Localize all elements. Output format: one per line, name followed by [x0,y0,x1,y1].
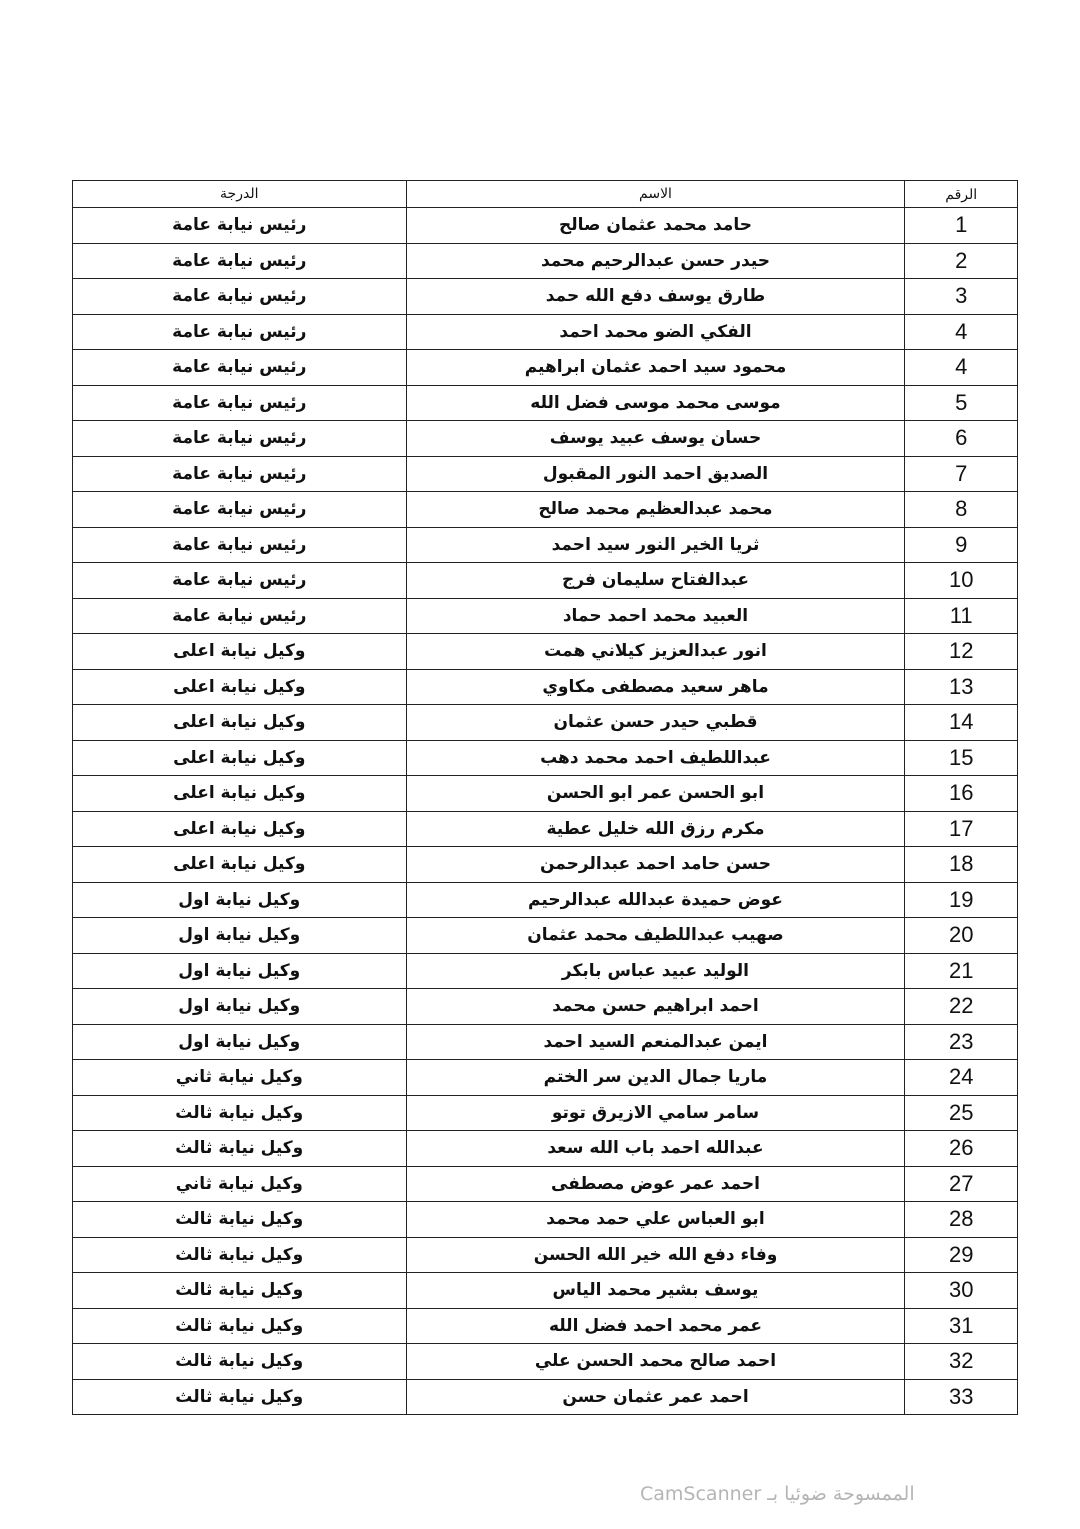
cell-name: عبداللطيف احمد محمد دهب [406,740,905,776]
cell-number: 21 [905,953,1018,989]
cell-grade: رئيس نيابة عامة [73,208,407,244]
header-number: الرقم [905,181,1018,208]
cell-number: 31 [905,1308,1018,1344]
cell-name: حيدر حسن عبدالرحيم محمد [406,243,905,279]
cell-grade: وكيل نيابة ثالث [73,1237,407,1273]
header-grade: الدرجة [73,181,407,208]
cell-number: 3 [905,279,1018,315]
cell-number: 2 [905,243,1018,279]
cell-grade: وكيل نيابة ثالث [73,1308,407,1344]
table-row [73,527,1018,563]
cell-name: احمد صالح محمد الحسن علي [406,1344,905,1380]
table-row [73,882,1018,918]
cell-name: مكرم رزق الله خليل عطية [406,811,905,847]
table-row [73,953,1018,989]
cell-name: حامد محمد عثمان صالح [406,208,905,244]
cell-number: 30 [905,1273,1018,1309]
table-row [73,1095,1018,1131]
cell-number: 11 [905,598,1018,634]
cell-name: حسان يوسف عبيد يوسف [406,421,905,457]
cell-grade: رئيس نيابة عامة [73,456,407,492]
cell-number: 7 [905,456,1018,492]
cell-name: احمد ابراهيم حسن محمد [406,989,905,1025]
table-row [73,1308,1018,1344]
cell-grade: رئيس نيابة عامة [73,350,407,386]
cell-grade: وكيل نيابة اول [73,989,407,1025]
cell-grade: وكيل نيابة اول [73,953,407,989]
cell-number: 4 [905,350,1018,386]
cell-grade: وكيل نيابة ثالث [73,1379,407,1415]
cell-grade: وكيل نيابة ثاني [73,1166,407,1202]
table-row [73,350,1018,386]
cell-grade: رئيس نيابة عامة [73,279,407,315]
personnel-table [72,180,1018,1415]
cell-name: وفاء دفع الله خير الله الحسن [406,1237,905,1273]
table-row [73,989,1018,1025]
camscanner-watermark: الممسوحة ضوئيا بـ CamScanner [640,1483,915,1505]
cell-grade: وكيل نيابة ثالث [73,1131,407,1167]
cell-name: احمد عمر عثمان حسن [406,1379,905,1415]
cell-number: 12 [905,634,1018,670]
table-row [73,385,1018,421]
cell-grade: وكيل نيابة اعلى [73,811,407,847]
cell-grade: رئيس نيابة عامة [73,314,407,350]
cell-number: 25 [905,1095,1018,1131]
table-row [73,421,1018,457]
table-row [73,598,1018,634]
cell-grade: رئيس نيابة عامة [73,385,407,421]
table-row [73,634,1018,670]
cell-number: 20 [905,918,1018,954]
table-row [73,1273,1018,1309]
cell-name: يوسف بشير محمد الياس [406,1273,905,1309]
cell-grade: وكيل نيابة ثالث [73,1273,407,1309]
table-row [73,456,1018,492]
cell-name: ثريا الخير النور سيد احمد [406,527,905,563]
cell-number: 13 [905,669,1018,705]
cell-name: عبدالله احمد باب الله سعد [406,1131,905,1167]
cell-grade: وكيل نيابة اعلى [73,669,407,705]
cell-name: محمد عبدالعظيم محمد صالح [406,492,905,528]
cell-name: الصديق احمد النور المقبول [406,456,905,492]
table-row [73,847,1018,883]
cell-name: ابو العباس علي حمد محمد [406,1202,905,1238]
cell-name: الوليد عبيد عباس بابكر [406,953,905,989]
cell-number: 17 [905,811,1018,847]
table-row [73,811,1018,847]
cell-name: العبيد محمد احمد حماد [406,598,905,634]
cell-name: انور عبدالعزيز كيلاني همت [406,634,905,670]
cell-grade: وكيل نيابة اعلى [73,776,407,812]
cell-grade: رئيس نيابة عامة [73,598,407,634]
cell-number: 29 [905,1237,1018,1273]
cell-grade: وكيل نيابة اعلى [73,705,407,741]
cell-name: حسن حامد احمد عبدالرحمن [406,847,905,883]
cell-number: 19 [905,882,1018,918]
cell-number: 16 [905,776,1018,812]
table-row [73,1379,1018,1415]
cell-number: 15 [905,740,1018,776]
table-row [73,1202,1018,1238]
table-row [73,918,1018,954]
table-row [73,1060,1018,1096]
cell-name: سامر سامي الازيرق توتو [406,1095,905,1131]
table-row [73,243,1018,279]
header-name: الاسم [406,181,905,208]
cell-number: 6 [905,421,1018,457]
cell-name: عمر محمد احمد فضل الله [406,1308,905,1344]
cell-number: 5 [905,385,1018,421]
table-row [73,669,1018,705]
cell-name: الفكي الضو محمد احمد [406,314,905,350]
cell-name: صهيب عبداللطيف محمد عثمان [406,918,905,954]
cell-name: محمود سيد احمد عثمان ابراهيم [406,350,905,386]
table-row [73,492,1018,528]
cell-name: عبدالفتاح سليمان فرج [406,563,905,599]
cell-grade: رئيس نيابة عامة [73,243,407,279]
cell-name: احمد عمر عوض مصطفى [406,1166,905,1202]
cell-grade: رئيس نيابة عامة [73,563,407,599]
cell-number: 26 [905,1131,1018,1167]
cell-number: 23 [905,1024,1018,1060]
table-row [73,1344,1018,1380]
table-row [73,1237,1018,1273]
cell-name: ماريا جمال الدين سر الختم [406,1060,905,1096]
table-header-row [73,181,1018,208]
cell-number: 8 [905,492,1018,528]
table-row [73,1024,1018,1060]
cell-number: 24 [905,1060,1018,1096]
cell-grade: وكيل نيابة اعلى [73,634,407,670]
cell-name: عوض حميدة عبدالله عبدالرحيم [406,882,905,918]
table-row [73,740,1018,776]
cell-number: 9 [905,527,1018,563]
cell-grade: وكيل نيابة ثالث [73,1095,407,1131]
cell-grade: وكيل نيابة ثالث [73,1202,407,1238]
cell-grade: رئيس نيابة عامة [73,527,407,563]
cell-name: قطبي حيدر حسن عثمان [406,705,905,741]
cell-number: 18 [905,847,1018,883]
cell-grade: وكيل نيابة اول [73,918,407,954]
cell-grade: وكيل نيابة اعلى [73,847,407,883]
table-row [73,705,1018,741]
cell-name: ايمن عبدالمنعم السيد احمد [406,1024,905,1060]
cell-number: 10 [905,563,1018,599]
table-row [73,279,1018,315]
cell-number: 27 [905,1166,1018,1202]
table-row [73,1131,1018,1167]
cell-number: 32 [905,1344,1018,1380]
cell-number: 4 [905,314,1018,350]
cell-grade: رئيس نيابة عامة [73,421,407,457]
table-row [73,1166,1018,1202]
cell-name: ابو الحسن عمر ابو الحسن [406,776,905,812]
cell-number: 28 [905,1202,1018,1238]
cell-name: ماهر سعيد مصطفى مكاوي [406,669,905,705]
table-row [73,776,1018,812]
cell-number: 1 [905,208,1018,244]
cell-number: 33 [905,1379,1018,1415]
cell-number: 14 [905,705,1018,741]
cell-grade: وكيل نيابة اول [73,882,407,918]
table-row [73,314,1018,350]
cell-grade: رئيس نيابة عامة [73,492,407,528]
cell-name: طارق يوسف دفع الله حمد [406,279,905,315]
table-row [73,208,1018,244]
table-row [73,563,1018,599]
cell-number: 22 [905,989,1018,1025]
cell-name: موسى محمد موسى فضل الله [406,385,905,421]
cell-grade: وكيل نيابة اول [73,1024,407,1060]
cell-grade: وكيل نيابة ثالث [73,1344,407,1380]
cell-grade: وكيل نيابة ثاني [73,1060,407,1096]
cell-grade: وكيل نيابة اعلى [73,740,407,776]
